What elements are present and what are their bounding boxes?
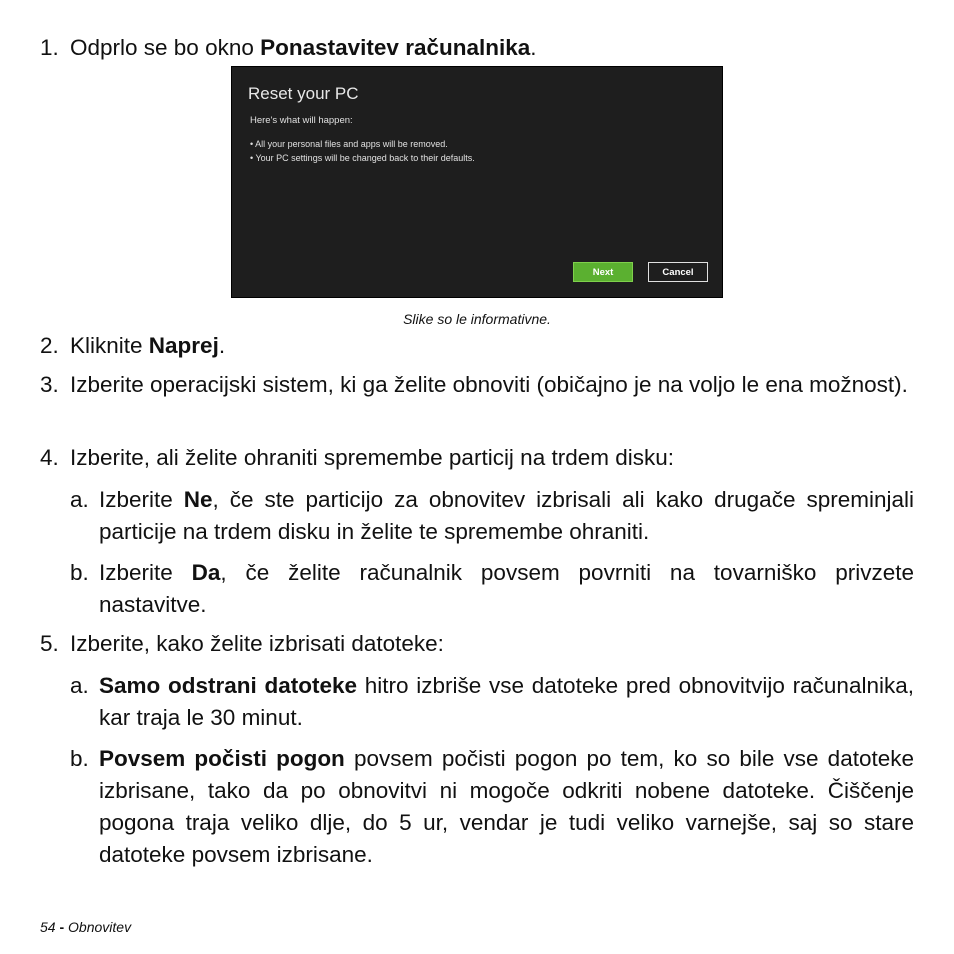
step-text: Odprlo se bo okno Ponastavitev računalnika. [70, 35, 537, 60]
step-number: 4. [40, 445, 59, 470]
step-number: 1. [40, 35, 59, 60]
step-4a [70, 484, 914, 548]
step-2 [40, 330, 914, 362]
cancel-button[interactable]: Cancel [648, 262, 708, 282]
bullet-item: • All your personal files and apps will be removed. [250, 139, 448, 149]
step-5 [40, 628, 914, 660]
step-letter: b. [70, 560, 89, 585]
step-5b [70, 743, 914, 871]
step-text: Povsem počisti pogon povsem počisti pogon po tem, ko so bile vse datoteke izbrisane, tako da po obnovitvi ni mogoče odkriti nobene datoteke. Čiščenje pogona traja veliko dlje, do 5 ur, vendar je tudi veliko varnejše, saj so stare datoteke povsem izbrisane. [99, 746, 915, 867]
step-text: Izberite, kako želite izbrisati datoteke: [70, 631, 444, 656]
step-4 [40, 442, 914, 474]
step-letter: a. [70, 487, 89, 512]
bullet-item: • Your PC settings will be changed back to their defaults. [250, 153, 475, 163]
step-number: 5. [40, 631, 59, 656]
step-text: Samo odstrani datoteke hitro izbriše vse datoteke pred obnovitvijo računalnika, kar traja le 30 minut. [99, 673, 914, 730]
screenshot-subtitle: Here's what will happen: [250, 115, 353, 126]
step-text: Izberite operacijski sistem, ki ga želite obnoviti (običajno je na voljo le ena možnost). [70, 372, 908, 397]
screenshot-bullets [250, 137, 475, 165]
step-4b [70, 557, 914, 621]
page-number: 54 [40, 919, 56, 935]
step-text: Kliknite Naprej. [70, 333, 226, 358]
image-caption: Slike so le informativne. [403, 311, 551, 327]
step-letter: b. [70, 746, 89, 771]
step-text: Izberite Ne, če ste particijo za obnovitev izbrisali ali kako drugače spreminjali particije na trdem disku in želite te spremembe ohraniti. [99, 487, 914, 544]
step-number: 2. [40, 333, 59, 358]
step-1 [40, 32, 914, 64]
step-number: 3. [40, 372, 59, 397]
step-text: Izberite, ali želite ohraniti spremembe particij na trdem disku: [70, 445, 675, 470]
step-3 [40, 369, 914, 401]
screenshot-title: Reset your PC [248, 84, 359, 103]
reset-pc-screenshot [231, 66, 723, 298]
step-letter: a. [70, 673, 89, 698]
step-text: Izberite Da, če želite računalnik povsem povrniti na tovarniško privzete nastavitve. [99, 560, 914, 617]
page-footer [40, 919, 131, 935]
section-name: Obnovitev [68, 919, 132, 935]
footer-dash: - [59, 919, 65, 935]
next-button[interactable]: Next [573, 262, 633, 282]
step-5a [70, 670, 914, 734]
